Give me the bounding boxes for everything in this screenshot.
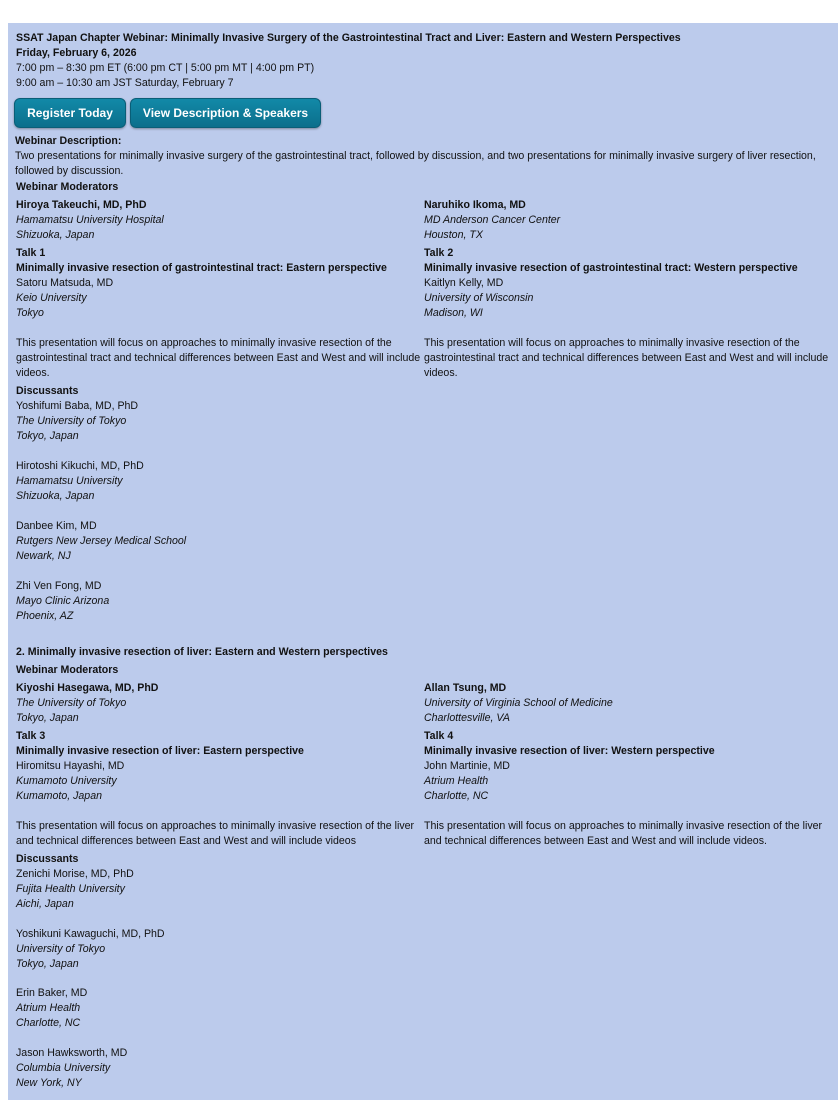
discussant-location: Charlotte, NC [16, 1017, 81, 1029]
talk-description: This presentation will focus on approaches to minimally invasive resection of the liver and technical differences between East and West and will include videos [16, 820, 415, 847]
talk-speaker: Satoru Matsuda, MD [16, 277, 114, 289]
moderator-name: Naruhiko Ikoma, MD [424, 199, 526, 211]
talk-1 [16, 246, 421, 381]
talk-title: Minimally invasive resection of liver: Eastern perspective [16, 745, 304, 757]
webinar-title: SSAT Japan Chapter Webinar: Minimally Invasive Surgery of the Gastrointestinal Tract and Liver: Eastern and Western Perspectives [16, 32, 681, 44]
section1-moderator [16, 198, 416, 243]
talk-description: This presentation will focus on approaches to minimally invasive resection of the gastrointestinal tract and technical differences between East and West and will include videos. [16, 337, 421, 379]
talk-speaker: Hiromitsu Hayashi, MD [16, 760, 125, 772]
talk-description: This presentation will focus on approaches to minimally invasive resection of the gastrointestinal tract and technical differences between East and West and will include videos. [424, 337, 829, 379]
talk-institution: University of Wisconsin [424, 292, 534, 304]
discussant-institution: Hamamatsu University [16, 475, 123, 487]
discussant-name: Zhi Ven Fong, MD [16, 580, 102, 592]
register-today-button[interactable]: Register Today [14, 98, 126, 128]
talk-location: Kumamoto, Japan [16, 790, 102, 802]
discussant [16, 459, 416, 504]
section2-moderator [424, 681, 824, 726]
discussant-institution: University of Tokyo [16, 943, 106, 955]
talk-location: Tokyo [16, 307, 44, 319]
discussant [16, 1046, 416, 1091]
talk-institution: Keio University [16, 292, 87, 304]
moderator-institution: Hamamatsu University Hospital [16, 214, 164, 226]
talk-label: Talk 4 [424, 730, 454, 742]
talk-institution: Kumamoto University [16, 775, 117, 787]
talk-location: Charlotte, NC [424, 790, 489, 802]
talk-3 [16, 729, 421, 849]
discussant-location: Tokyo, Japan [16, 958, 79, 970]
discussant [16, 399, 416, 444]
discussant-name: Yoshifumi Baba, MD, PhD [16, 400, 139, 412]
discussant-name: Hirotoshi Kikuchi, MD, PhD [16, 460, 144, 472]
moderator-name: Allan Tsung, MD [424, 682, 507, 694]
talk-label: Talk 1 [16, 247, 46, 259]
section2-moderator [16, 681, 416, 726]
view-description-speakers-button[interactable]: View Description & Speakers [130, 98, 321, 128]
discussant-institution: Mayo Clinic Arizona [16, 595, 110, 607]
moderator-institution: The University of Tokyo [16, 697, 127, 709]
talk-4 [424, 729, 829, 849]
talk-title: Minimally invasive resection of gastrointestinal tract: Eastern perspective [16, 262, 387, 274]
talk-label: Talk 2 [424, 247, 454, 259]
section2-heading: 2. Minimally invasive resection of liver: Eastern and Western perspectives [16, 646, 388, 658]
discussant [16, 579, 416, 624]
moderator-institution: MD Anderson Cancer Center [424, 214, 561, 226]
talk-speaker: John Martinie, MD [424, 760, 510, 772]
discussant-institution: Columbia University [16, 1062, 111, 1074]
discussant-location: Tokyo, Japan [16, 430, 79, 442]
discussant-name: Jason Hawksworth, MD [16, 1047, 128, 1059]
webinar-date: Friday, February 6, 2026 [16, 47, 137, 59]
moderator-location: Shizuoka, Japan [16, 229, 95, 241]
section2-moderators-heading: Webinar Moderators [16, 664, 119, 676]
talk-speaker: Kaitlyn Kelly, MD [424, 277, 504, 289]
moderator-location: Tokyo, Japan [16, 712, 79, 724]
talk-label: Talk 3 [16, 730, 46, 742]
discussant-location: Aichi, Japan [16, 898, 74, 910]
discussant-institution: Rutgers New Jersey Medical School [16, 535, 187, 547]
talk-description: This presentation will focus on approaches to minimally invasive resection of the liver and technical differences between East and West and will include videos. [424, 820, 823, 847]
description-heading: Webinar Description: [15, 135, 122, 147]
discussant [16, 927, 416, 972]
section1-discussants-heading: Discussants [16, 385, 79, 397]
moderator-name: Kiyoshi Hasegawa, MD, PhD [16, 682, 159, 694]
webinar-panel [8, 23, 838, 1100]
webinar-time-us: 7:00 pm – 8:30 pm ET (6:00 pm CT | 5:00 pm MT | 4:00 pm PT) [16, 62, 315, 74]
moderator-name: Hiroya Takeuchi, MD, PhD [16, 199, 147, 211]
discussant-location: Newark, NJ [16, 550, 71, 562]
discussant-location: Phoenix, AZ [16, 610, 74, 622]
discussant-name: Erin Baker, MD [16, 987, 88, 999]
discussant-name: Danbee Kim, MD [16, 520, 97, 532]
discussant [16, 986, 416, 1031]
discussant-name: Zenichi Morise, MD, PhD [16, 868, 134, 880]
moderator-location: Charlottesville, VA [424, 712, 510, 724]
talk-title: Minimally invasive resection of gastrointestinal tract: Western perspective [424, 262, 798, 274]
talk-2 [424, 246, 829, 381]
discussant-institution: Atrium Health [16, 1002, 81, 1014]
section1-moderator [424, 198, 824, 243]
discussant [16, 867, 416, 912]
section2-discussants-heading: Discussants [16, 853, 79, 865]
description-text: Two presentations for minimally invasive surgery of the gastrointestinal tract, followed by discussion, and two presentations for minimally invasive surgery of liver resection, followed by discussion. [15, 150, 816, 177]
talk-location: Madison, WI [424, 307, 483, 319]
talk-title: Minimally invasive resection of liver: Western perspective [424, 745, 715, 757]
section1-moderators-heading: Webinar Moderators [16, 181, 119, 193]
webinar-time-jp: 9:00 am – 10:30 am JST Saturday, February 7 [16, 77, 234, 89]
talk-institution: Atrium Health [424, 775, 489, 787]
discussant [16, 519, 416, 564]
discussant-location: Shizuoka, Japan [16, 490, 95, 502]
discussant-location: New York, NY [16, 1077, 82, 1089]
discussant-institution: Fujita Health University [16, 883, 125, 895]
discussant-name: Yoshikuni Kawaguchi, MD, PhD [16, 928, 165, 940]
moderator-institution: University of Virginia School of Medicine [424, 697, 613, 709]
discussant-institution: The University of Tokyo [16, 415, 127, 427]
moderator-location: Houston, TX [424, 229, 483, 241]
